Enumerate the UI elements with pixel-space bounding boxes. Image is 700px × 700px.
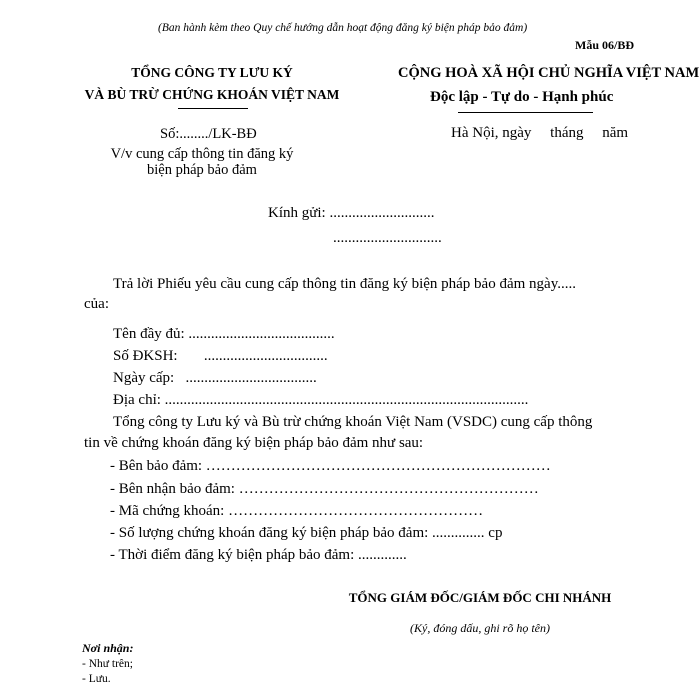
motto-underline: [458, 112, 593, 113]
issuer-underline: [178, 108, 248, 109]
signature-title: TỔNG GIÁM ĐỐC/GIÁM ĐỐC CHI NHÁNH: [348, 590, 612, 605]
list-item: - Mã chứng khoán: ……………………………………………: [110, 503, 484, 519]
full-name-field: Tên đầy đủ: .......................................: [113, 326, 335, 342]
receiver-item: - Như trên;: [82, 658, 133, 670]
receivers-title: Nơi nhận:: [82, 641, 134, 655]
nation-heading: CỘNG HOÀ XÃ HỘI CHỦ NGHĨA VIỆT NAM: [398, 65, 700, 81]
issuer-line1: TỔNG CÔNG TY LƯU KÝ: [131, 65, 293, 80]
list-item: - Bên bảo đảm: ……………………………………………………………: [110, 458, 551, 474]
intro-line2: của:: [84, 296, 109, 312]
list-item: - Thời điểm đăng ký biện pháp bảo đảm: .............: [110, 547, 407, 563]
list-item: - Bên nhận bảo đảm: ……………………………………………………: [110, 481, 539, 497]
reg-no-field: Số ĐKSH: .................................: [113, 348, 328, 364]
receiver-item: - Lưu.: [82, 673, 111, 685]
header-note: (Ban hành kèm theo Quy chế hướng dẫn hoạt động đăng ký biện pháp bảo đảm): [158, 22, 528, 34]
form-code: Mẫu 06/BĐ: [575, 38, 635, 52]
recipient-line2: .............................: [333, 230, 442, 246]
statement-line1: Tổng công ty Lưu ký và Bù trừ chứng khoán Việt Nam (VSDC) cung cấp thông: [113, 414, 593, 430]
address-field: Địa chỉ: .................................................................................................: [113, 392, 529, 408]
list-item: - Số lượng chứng khoán đăng ký biện pháp bảo đảm: .............. cp: [110, 525, 503, 541]
nation-motto: Độc lập - Tự do - Hạnh phúc: [430, 89, 614, 105]
intro-line1: Trả lời Phiếu yêu cầu cung cấp thông tin đăng ký biện pháp bảo đảm ngày.....: [113, 276, 576, 292]
issuer-line2: VÀ BÙ TRỪ CHỨNG KHOÁN VIỆT NAM: [84, 87, 340, 102]
subject-line1: V/v cung cấp thông tin đăng ký: [110, 146, 294, 162]
doc-number: Số:......../LK-BĐ: [160, 126, 257, 142]
subject-line2: biện pháp bảo đảm: [147, 162, 257, 178]
recipient-label: Kính gửi: ............................: [268, 205, 435, 221]
signature-note: (Ký, đóng dấu, ghi rõ họ tên): [410, 621, 550, 635]
issue-date-field: Ngày cấp: ...................................: [113, 370, 317, 386]
place-date: Hà Nội, ngày tháng năm: [451, 125, 629, 141]
statement-line2: tin về chứng khoán đăng ký biện pháp bảo đảm như sau:: [84, 435, 424, 451]
